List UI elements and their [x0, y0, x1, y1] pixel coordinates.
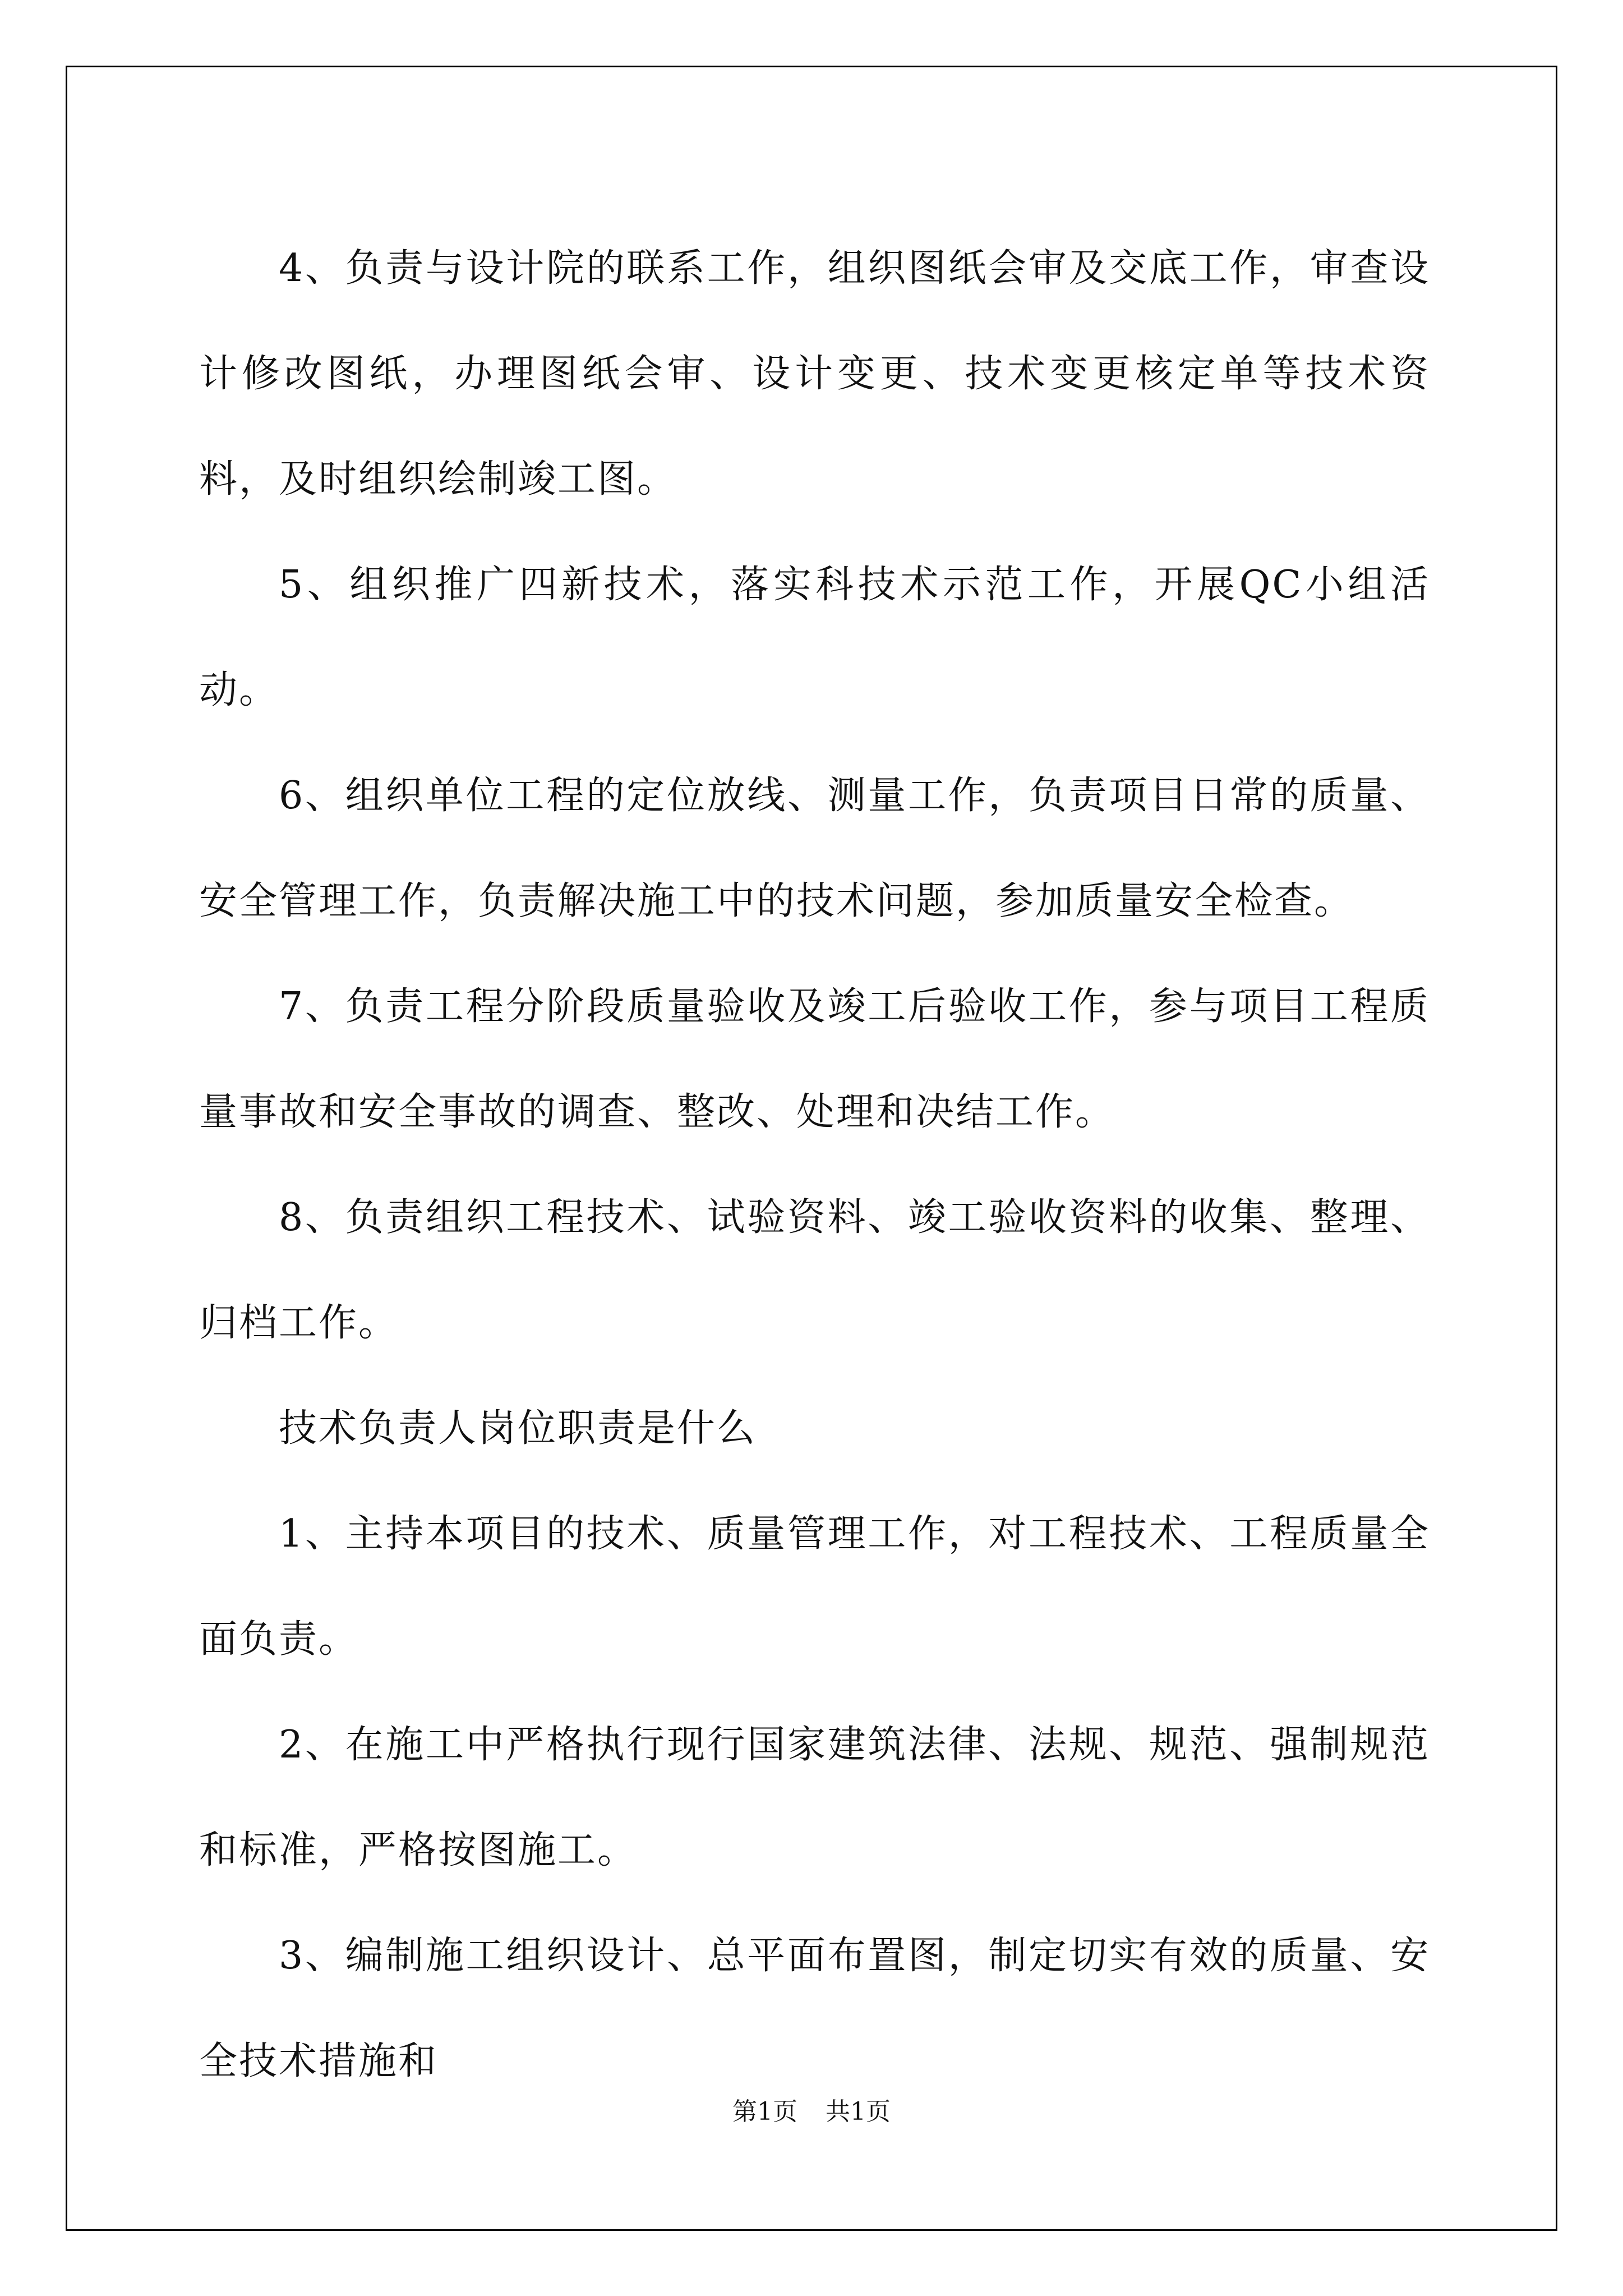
page-total: 共1页	[826, 2097, 891, 2126]
paragraph-item-3: 3、编制施工组织设计、总平面布置图，制定切实有效的质量、安全技术措施和	[199, 1934, 1430, 2083]
document-body	[199, 216, 1430, 2114]
page-footer	[0, 2091, 1623, 2127]
paragraph-item-8: 8、负责组织工程技术、试验资料、竣工验收资料的收集、整理、归档工作。	[199, 1195, 1430, 1345]
page-number: 第1页	[732, 2097, 797, 2126]
paragraph-item-7: 7、负责工程分阶段质量验收及竣工后验收工作，参与项目工程质量事故和安全事故的调查、整改、处理和决结工作。	[199, 984, 1430, 1134]
paragraph-item-6: 6、组织单位工程的定位放线、测量工作，负责项目日常的质量、安全管理工作，负责解决施工中的技术问题，参加质量安全检查。	[199, 774, 1430, 923]
paragraph-item-1: 1、主持本项目的技术、质量管理工作，对工程技术、工程质量全面负责。	[199, 1512, 1430, 1662]
section-heading: 技术负责人岗位职责是什么	[279, 1406, 757, 1451]
paragraph-item-2: 2、在施工中严格执行现行国家建筑法律、法规、规范、强制规范和标准，严格按图施工。	[199, 1723, 1430, 1872]
paragraph-item-5: 5、组织推广四新技术，落实科技术示范工作，开展QC小组活动。	[199, 563, 1430, 712]
paragraph-item-4: 4、负责与设计院的联系工作，组织图纸会审及交底工作，审查设计修改图纸，办理图纸会审、设计变更、技术变更核定单等技术资料，及时组织绘制竣工图。	[199, 246, 1430, 501]
